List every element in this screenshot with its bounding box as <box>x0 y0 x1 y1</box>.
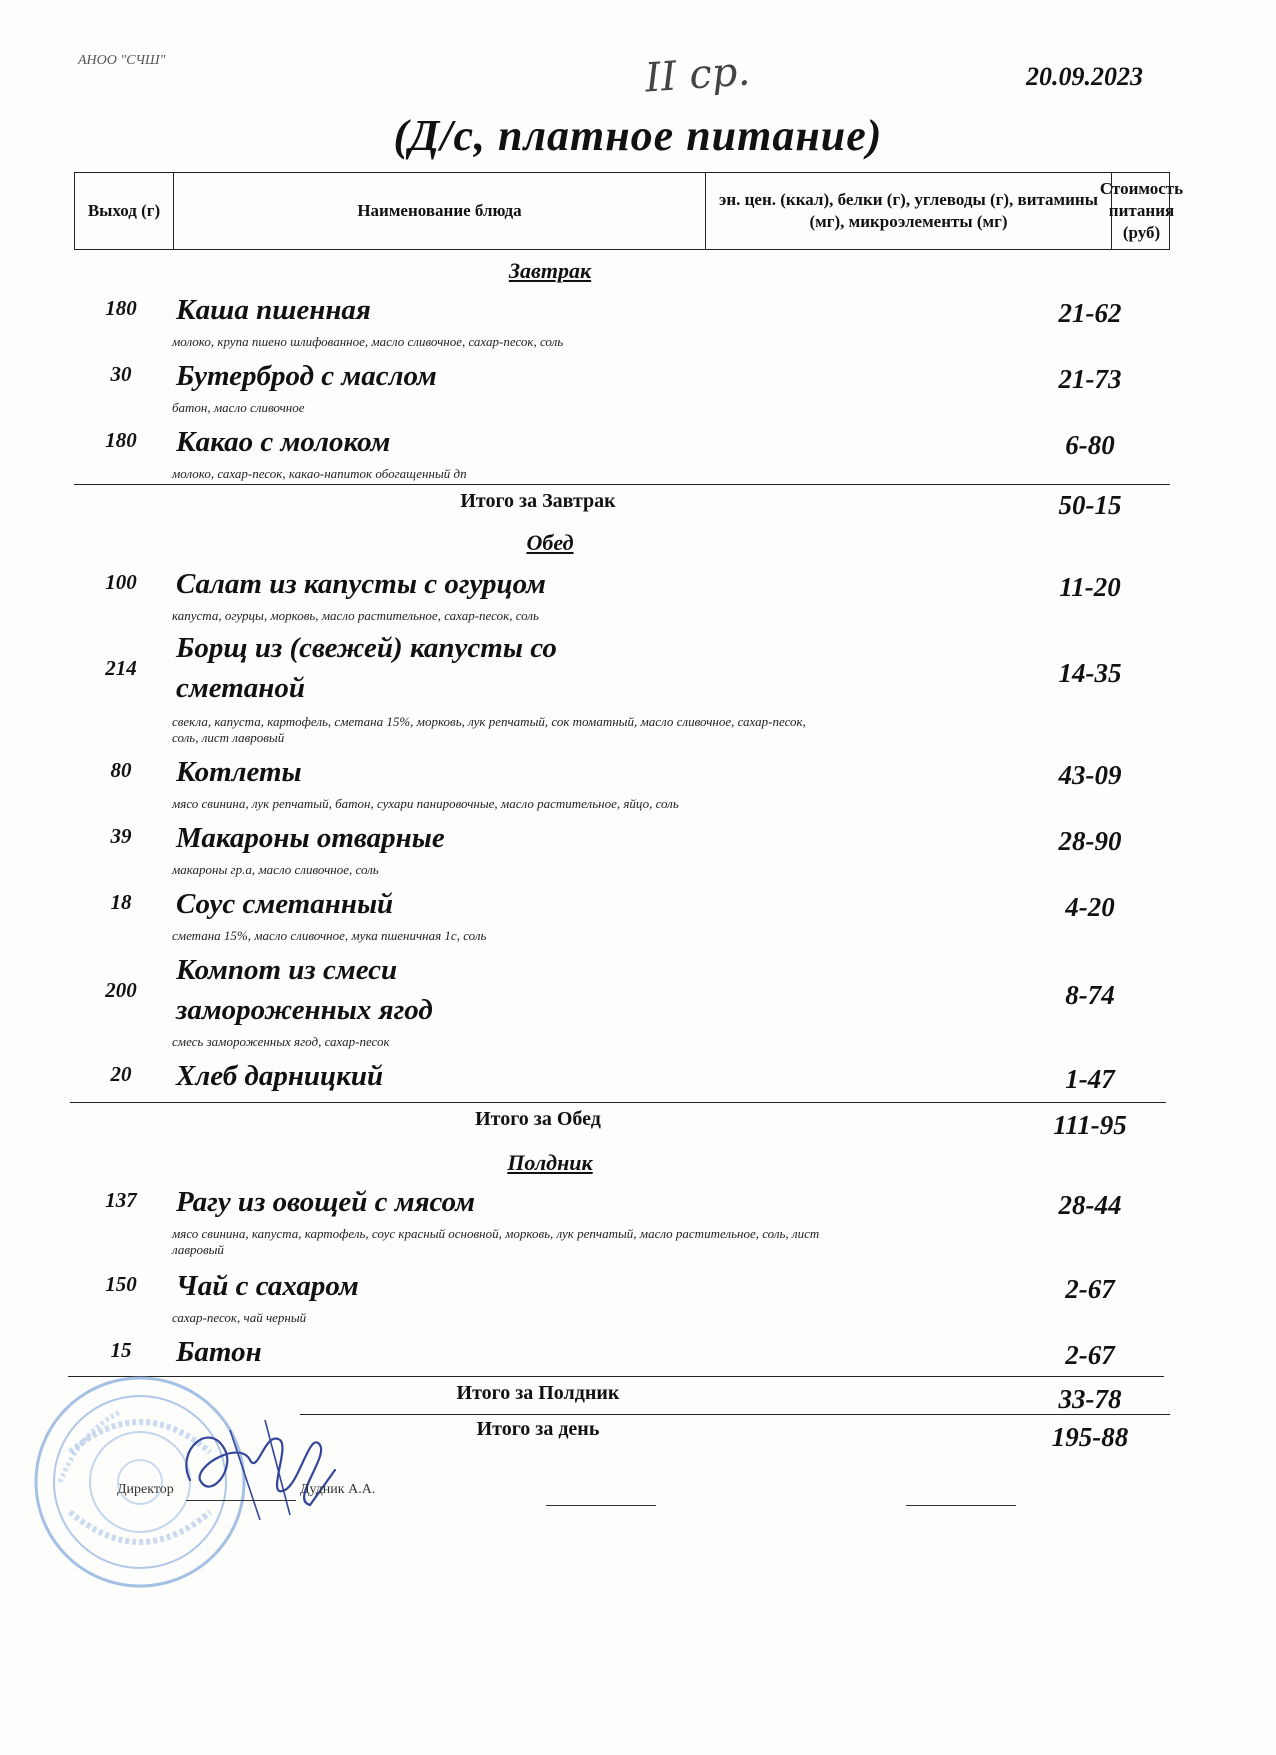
item-ingredients: молоко, сахар-песок, какао-напиток обогащенный дп <box>172 466 467 481</box>
signature-line <box>906 1505 1016 1506</box>
item-price: 43-09 <box>1058 760 1122 790</box>
signature-line <box>546 1505 656 1506</box>
handwritten-note: II ср. <box>643 48 752 102</box>
item-qty: 80 <box>110 758 132 782</box>
item-price: 21-62 <box>1058 298 1122 328</box>
item-qty: 180 <box>105 428 137 452</box>
item-price: 14-35 <box>1058 658 1122 688</box>
item-ingredients: свекла, капуста, картофель, сметана 15%, морковь, лук репчатый, сок томатный, масло сливочное, сахар-песок, <box>172 714 806 729</box>
total-breakfast: 50-15 <box>1058 490 1122 520</box>
item-qty: 180 <box>105 296 137 320</box>
item-qty: 18 <box>110 890 132 914</box>
item-ingredients: батон, масло сливочное <box>172 400 305 415</box>
header-dish-name: Наименование блюда <box>173 173 705 249</box>
director-name: Дудник А.А. <box>300 1482 376 1497</box>
item-ingredients: сметана 15%, масло сливочное, мука пшеничная 1с, соль <box>172 928 487 943</box>
director-label: Директор <box>117 1482 174 1497</box>
header-nutrition: эн. цен. (ккал), белки (г), углеводы (г), витамины (мг), микроэлементы (мг) <box>705 173 1111 249</box>
signature-line <box>186 1500 296 1501</box>
section-title-snack: Полдник <box>507 1150 593 1175</box>
item-name: Каша пшенная <box>176 294 371 326</box>
divider <box>74 484 1170 485</box>
item-price: 28-44 <box>1058 1190 1122 1220</box>
item-name: Салат из капусты с огурцом <box>176 568 546 600</box>
divider <box>70 1102 1166 1103</box>
total-lunch: 111-95 <box>1053 1110 1127 1140</box>
item-qty: 30 <box>110 362 132 386</box>
header-yield: Выход (г) <box>87 200 161 220</box>
item-qty: 214 <box>105 656 137 680</box>
section-title-breakfast: Завтрак <box>508 258 592 283</box>
item-price: 21-73 <box>1058 364 1122 394</box>
total-label-breakfast: Итого за Завтрак <box>460 490 616 512</box>
item-name: Макароны отварные <box>176 822 445 854</box>
total-label-snack: Итого за Полдник <box>456 1382 620 1404</box>
item-qty: 150 <box>105 1272 137 1296</box>
item-qty: 100 <box>105 570 137 594</box>
item-ingredients: капуста, огурцы, морковь, масло растительное, сахар-песок, соль <box>172 608 539 623</box>
item-name: Какао с молоком <box>176 426 391 458</box>
item-price: 2-67 <box>1065 1274 1115 1304</box>
total-snack: 33-78 <box>1058 1384 1122 1414</box>
item-name: Котлеты <box>176 756 302 788</box>
item-ingredients: сахар-песок, чай черный <box>172 1310 307 1325</box>
item-ingredients: макароны гр.а, масло сливочное, соль <box>172 862 379 877</box>
item-name: Борщ из (свежей) капусты со <box>176 632 557 664</box>
item-qty: 200 <box>105 978 137 1002</box>
total-label-day: Итого за день <box>476 1418 600 1440</box>
total-label-lunch: Итого за Обед <box>475 1108 601 1130</box>
item-price: 28-90 <box>1058 826 1122 856</box>
item-price: 1-47 <box>1065 1064 1115 1094</box>
item-name: Соус сметанный <box>176 888 394 920</box>
item-name: Компот из смеси <box>176 954 398 986</box>
page-title: (Д/с, платное питание) <box>393 111 883 160</box>
item-price: 4-20 <box>1065 892 1115 922</box>
item-ingredients: мясо свинина, лук репчатый, батон, сухари панировочные, масло растительное, яйцо, соль <box>172 796 679 811</box>
item-price: 2-67 <box>1065 1340 1115 1370</box>
table-header <box>74 172 1184 250</box>
item-ingredients-continued: соль, лист лавровый <box>172 730 285 745</box>
item-name-continued: сметаной <box>176 672 306 704</box>
item-price: 11-20 <box>1059 572 1121 602</box>
item-qty: 20 <box>110 1062 132 1086</box>
item-name: Батон <box>176 1336 262 1368</box>
item-name: Бутерброд с маслом <box>176 360 437 392</box>
header-cost: Стоимость питания (руб) <box>1111 173 1171 249</box>
total-day: 195-88 <box>1051 1422 1129 1452</box>
item-ingredients: смесь замороженных ягод, сахар-песок <box>172 1034 390 1049</box>
item-qty: 39 <box>110 824 132 848</box>
item-price: 6-80 <box>1065 430 1115 460</box>
item-name: Хлеб дарницкий <box>176 1060 384 1092</box>
divider <box>300 1414 1170 1415</box>
item-name: Рагу из овощей с мясом <box>176 1186 475 1218</box>
item-qty: 137 <box>105 1188 137 1212</box>
menu-date: 20.09.2023 <box>1026 62 1143 91</box>
organization-name: АНОО "СЧШ" <box>78 53 166 68</box>
signature-icon <box>170 1410 340 1530</box>
item-qty: 15 <box>110 1338 132 1362</box>
item-ingredients: мясо свинина, капуста, картофель, соус красный основной, морковь, лук репчатый, масло растительное, соль, лист <box>172 1226 820 1241</box>
item-ingredients-continued: лавровый <box>172 1242 224 1257</box>
item-price: 8-74 <box>1065 980 1115 1010</box>
section-title-lunch: Обед <box>526 530 574 555</box>
item-name: Чай с сахаром <box>176 1270 359 1302</box>
item-ingredients: молоко, крупа пшено шлифованное, масло сливочное, сахар-песок, соль <box>172 334 564 349</box>
item-name-continued: замороженных ягод <box>176 994 433 1026</box>
